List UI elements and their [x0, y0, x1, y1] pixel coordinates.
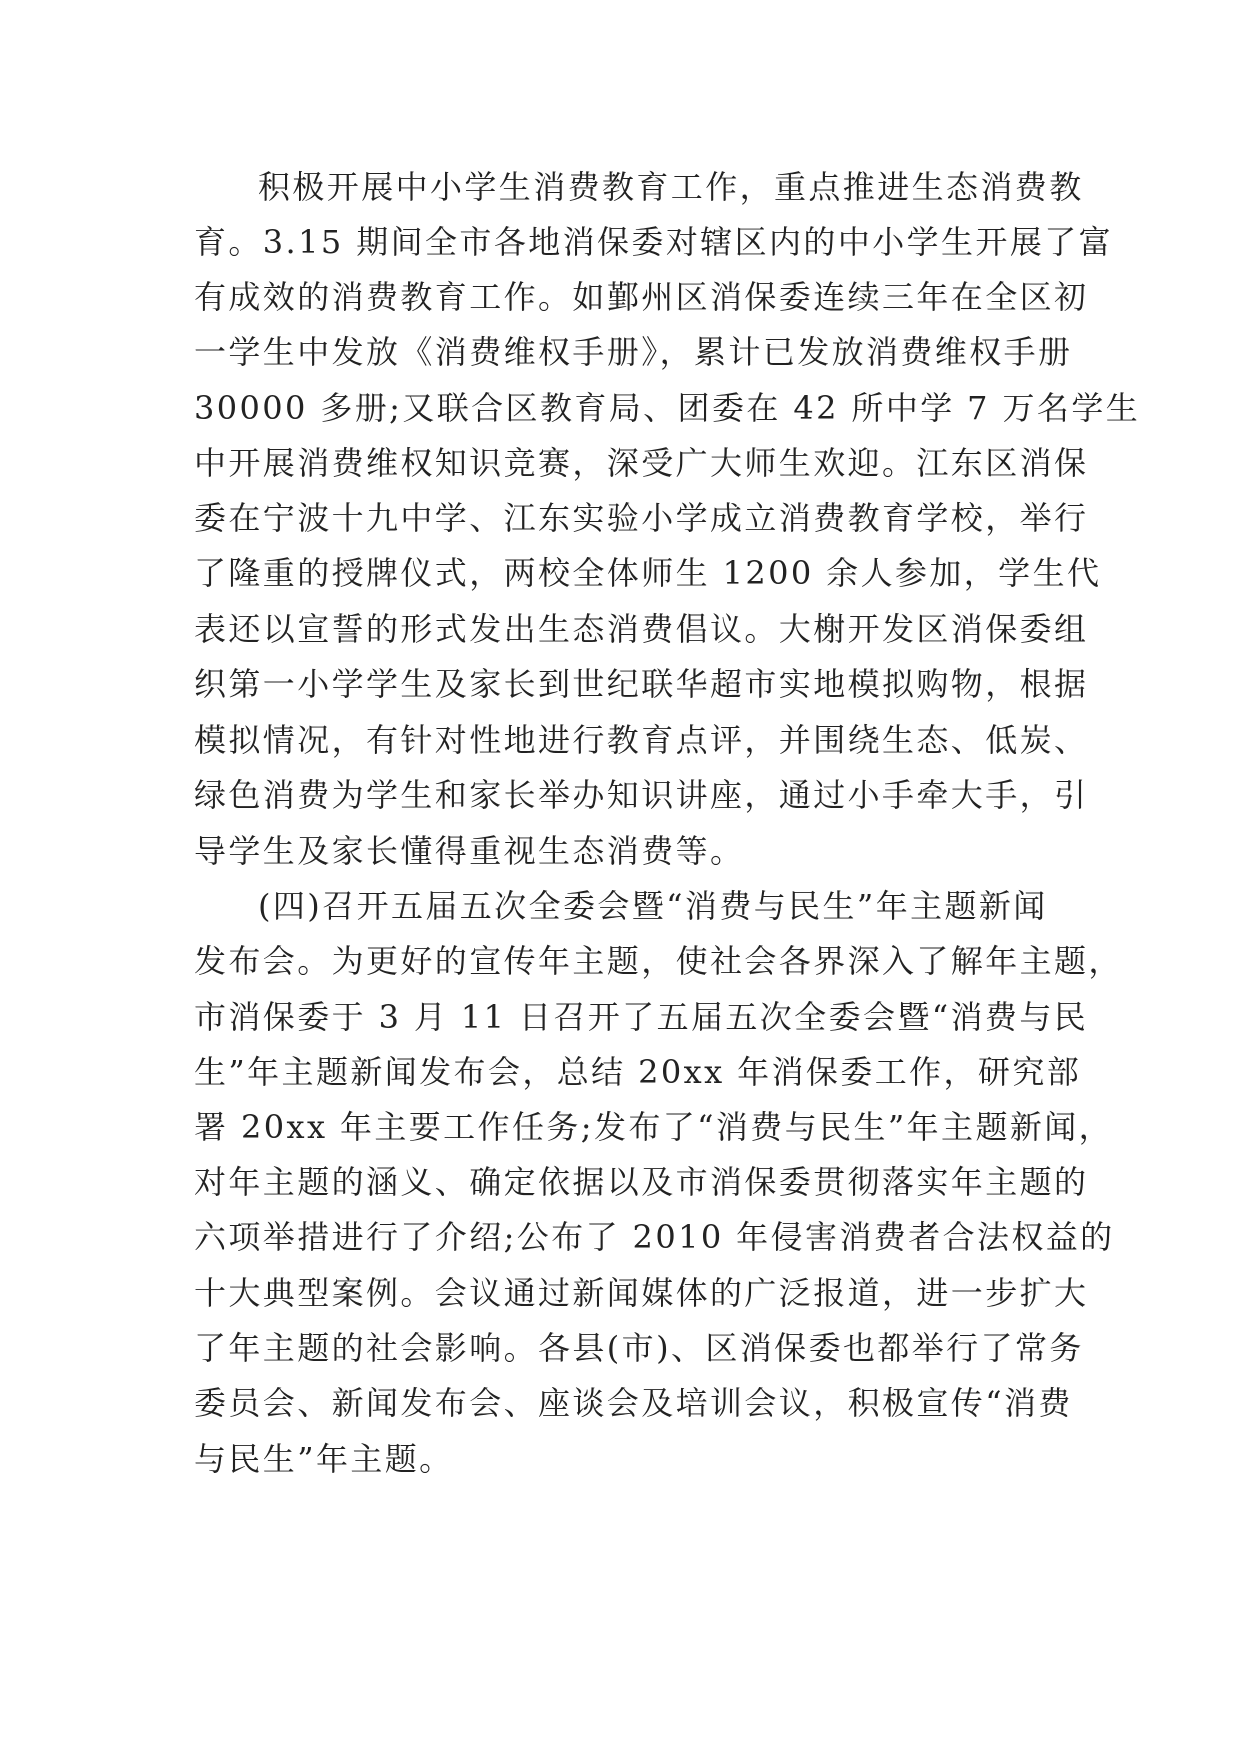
text-line: 绿色消费为学生和家长举办知识讲座，通过小手牵大手，引 — [194, 776, 1089, 814]
text-line: (四)召开五届五次全委会暨“消费与民生”年主题新闻 — [258, 887, 1048, 925]
text-line: 对年主题的涵义、确定依据以及市消保委贯彻落实年主题的 — [194, 1163, 1089, 1201]
text-line: 导学生及家长懂得重视生态消费等。 — [194, 832, 745, 870]
text-line: 委在宁波十九中学、江东实验小学成立消费教育学校，举行 — [194, 499, 1089, 537]
text-line: 积极开展中小学生消费教育工作，重点推进生态消费教 — [258, 168, 1084, 206]
text-line: 织第一小学学生及家长到世纪联华超市实地模拟购物，根据 — [194, 665, 1089, 703]
text-line: 有成效的消费教育工作。如鄞州区消保委连续三年在全区初 — [194, 278, 1089, 316]
text-line: 30000 多册;又联合区教育局、团委在 42 所中学 7 万名学生 — [194, 389, 1141, 427]
text-line: 了年主题的社会影响。各县(市)、区消保委也都举行了常务 — [194, 1329, 1084, 1367]
text-line: 市消保委于 3 月 11 日召开了五届五次全委会暨“消费与民 — [194, 998, 1089, 1036]
text-line: 发布会。为更好的宣传年主题，使社会各界深入了解年主题， — [194, 942, 1123, 980]
text-line: 了隆重的授牌仪式，两校全体师生 1200 余人参加，学生代 — [194, 554, 1102, 592]
text-line: 模拟情况，有针对性地进行教育点评，并围绕生态、低炭、 — [194, 721, 1089, 759]
text-line: 与民生”年主题。 — [194, 1440, 454, 1478]
text-line: 育。3.15 期间全市各地消保委对辖区内的中小学生开展了富 — [194, 223, 1114, 261]
text-line: 表还以宣誓的形式发出生态消费倡议。大榭开发区消保委组 — [194, 610, 1089, 648]
text-line: 十大典型案例。会议通过新闻媒体的广泛报道，进一步扩大 — [194, 1274, 1089, 1312]
text-line: 委员会、新闻发布会、座谈会及培训会议，积极宣传“消费 — [194, 1384, 1073, 1422]
text-line: 署 20xx 年主要工作任务;发布了“消费与民生”年主题新闻， — [194, 1108, 1114, 1146]
text-line: 生”年主题新闻发布会，总结 20xx 年消保委工作，研究部 — [194, 1053, 1082, 1091]
text-line: 一学生中发放《消费维权手册》，累计已发放消费维权手册 — [194, 333, 1073, 371]
text-line: 六项举措进行了介绍;公布了 2010 年侵害消费者合法权益的 — [194, 1218, 1115, 1256]
text-line: 中开展消费维权知识竞赛，深受广大师生欢迎。江东区消保 — [194, 444, 1089, 482]
